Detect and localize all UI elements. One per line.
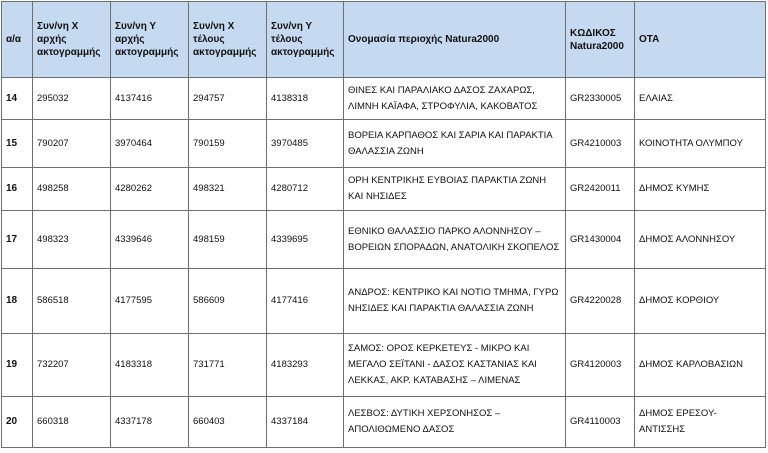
header-y-end: Συν/νη Υ τέλους ακτογραμμής: [267, 2, 344, 78]
cell-x-end: 731771: [189, 334, 267, 397]
cell-aa: 20: [2, 397, 33, 448]
header-x-end: Συν/νη Χ τέλους ακτογραμμής: [189, 2, 267, 78]
cell-aa: 16: [2, 168, 33, 211]
table-header-row: [2, 2, 766, 78]
cell-x-start: 586518: [33, 269, 111, 334]
cell-aa: 14: [2, 78, 33, 120]
cell-x-start: 498323: [33, 211, 111, 269]
cell-y-end: 4339695: [267, 211, 344, 269]
cell-aa: 17: [2, 211, 33, 269]
cell-y-start: 4339646: [111, 211, 189, 269]
cell-area-name: ΛΕΣΒΟΣ: ΔΥΤΙΚΗ ΧΕΡΣΟΝΗΣΟΣ – ΑΠΟΛΙΘΩΜΕΝΟ ΔΑΣΟΣ: [344, 397, 566, 448]
table-row: [2, 334, 766, 397]
cell-y-end: 4177416: [267, 269, 344, 334]
cell-y-start: 4183318: [111, 334, 189, 397]
cell-aa: 19: [2, 334, 33, 397]
cell-x-start: 732207: [33, 334, 111, 397]
cell-area-name: ΘΙΝΕΣ ΚΑΙ ΠΑΡΑΛΙΑΚΟ ΔΑΣΟΣ ΖΑΧΑΡΩΣ, ΛΙΜΝΗ ΚΑΪΑΦΑ, ΣΤΡΟΦΥΛΙΑ, ΚΑΚΟΒΑΤΟΣ: [344, 78, 566, 120]
cell-x-end: 498159: [189, 211, 267, 269]
cell-x-start: 660318: [33, 397, 111, 448]
cell-ota: ΔΗΜΟΣ ΕΡΕΣΟΥ-ΑΝΤΙΣΣΗΣ: [635, 397, 766, 448]
cell-y-end: 4280712: [267, 168, 344, 211]
cell-natura-code: GR4110003: [566, 397, 635, 448]
header-area-name: Ονομασία περιοχής Natura2000: [344, 2, 566, 78]
cell-x-start: 790207: [33, 120, 111, 168]
cell-y-start: 4337178: [111, 397, 189, 448]
cell-ota: ΔΗΜΟΣ ΑΛΟΝΝΗΣΟΥ: [635, 211, 766, 269]
cell-x-start: 498258: [33, 168, 111, 211]
cell-natura-code: GR4220028: [566, 269, 635, 334]
cell-natura-code: GR4210003: [566, 120, 635, 168]
table-row: [2, 269, 766, 334]
cell-area-name: ΣΑΜΟΣ: ΟΡΟΣ ΚΕΡΚΕΤΕΥΣ - ΜΙΚΡΟ ΚΑΙ ΜΕΓΑΛΟ ΣΕΪΤΑΝΙ - ΔΑΣΟΣ ΚΑΣΤΑΝΙΑΣ ΚΑΙ ΛΕΚΚΑΣ, ΑΚΡ. ΚΑΤΑΒΑΣΗΣ – ΛΙΜΕΝΑΣ: [344, 334, 566, 397]
cell-natura-code: GR1430004: [566, 211, 635, 269]
cell-y-start: 4137416: [111, 78, 189, 120]
cell-y-start: 4280262: [111, 168, 189, 211]
cell-x-end: 790159: [189, 120, 267, 168]
header-natura-code: ΚΩΔΙΚΟΣ Natura2000: [566, 2, 635, 78]
cell-y-start: 3970464: [111, 120, 189, 168]
natura-coastline-table: [1, 1, 766, 448]
cell-natura-code: GR2330005: [566, 78, 635, 120]
cell-ota: ΔΗΜΟΣ ΚΟΡΘΙΟΥ: [635, 269, 766, 334]
cell-natura-code: GR2420011: [566, 168, 635, 211]
table-row: [2, 78, 766, 120]
table-row: [2, 211, 766, 269]
header-ota: ΟΤΑ: [635, 2, 766, 78]
cell-ota: ΔΗΜΟΣ ΚΥΜΗΣ: [635, 168, 766, 211]
cell-area-name: ΟΡΗ ΚΕΝΤΡΙΚΗΣ ΕΥΒΟΙΑΣ ΠΑΡΑΚΤΙΑ ΖΩΝΗ ΚΑΙ ΝΗΣΙΔΕΣ: [344, 168, 566, 211]
cell-ota: ΕΛΑΙΑΣ: [635, 78, 766, 120]
cell-x-end: 660403: [189, 397, 267, 448]
header-x-start: Συν/νη Χ αρχής ακτογραμμής: [33, 2, 111, 78]
cell-ota: ΚΟΙΝΟΤΗΤΑ ΟΛΥΜΠΟΥ: [635, 120, 766, 168]
table-row: [2, 397, 766, 448]
cell-y-end: 4183293: [267, 334, 344, 397]
cell-area-name: ΒΟΡΕΙΑ ΚΑΡΠΑΘΟΣ ΚΑΙ ΣΑΡΙΑ ΚΑΙ ΠΑΡΑΚΤΙΑ ΘΑΛΑΣΣΙΑ ΖΩΝΗ: [344, 120, 566, 168]
header-aa: α/α: [2, 2, 33, 78]
cell-y-end: 3970485: [267, 120, 344, 168]
cell-area-name: ΕΘΝΙΚΟ ΘΑΛΑΣΣΙΟ ΠΑΡΚΟ ΑΛΟΝΝΗΣΟΥ – ΒΟΡΕΙΩΝ ΣΠΟΡΑΔΩΝ, ΑΝΑΤΟΛΙΚΗ ΣΚΟΠΕΛΟΣ: [344, 211, 566, 269]
table-row: [2, 168, 766, 211]
cell-natura-code: GR4120003: [566, 334, 635, 397]
cell-y-end: 4337184: [267, 397, 344, 448]
cell-aa: 18: [2, 269, 33, 334]
document-page: [1, 1, 766, 448]
table-row: [2, 120, 766, 168]
cell-x-end: 498321: [189, 168, 267, 211]
cell-y-start: 4177595: [111, 269, 189, 334]
cell-x-end: 294757: [189, 78, 267, 120]
cell-y-end: 4138318: [267, 78, 344, 120]
cell-ota: ΔΗΜΟΣ ΚΑΡΛΟΒΑΣΙΩΝ: [635, 334, 766, 397]
table-body: [2, 78, 766, 448]
cell-x-start: 295032: [33, 78, 111, 120]
cell-x-end: 586609: [189, 269, 267, 334]
cell-area-name: ΑΝΔΡΟΣ: ΚΕΝΤΡΙΚΟ ΚΑΙ ΝΟΤΙΟ ΤΜΗΜΑ, ΓΥΡΩ ΝΗΣΙΔΕΣ ΚΑΙ ΠΑΡΑΚΤΙΑ ΘΑΛΑΣΣΙΑ ΖΩΝΗ: [344, 269, 566, 334]
cell-aa: 15: [2, 120, 33, 168]
header-y-start: Συν/νη Υ αρχής ακτογραμμής: [111, 2, 189, 78]
